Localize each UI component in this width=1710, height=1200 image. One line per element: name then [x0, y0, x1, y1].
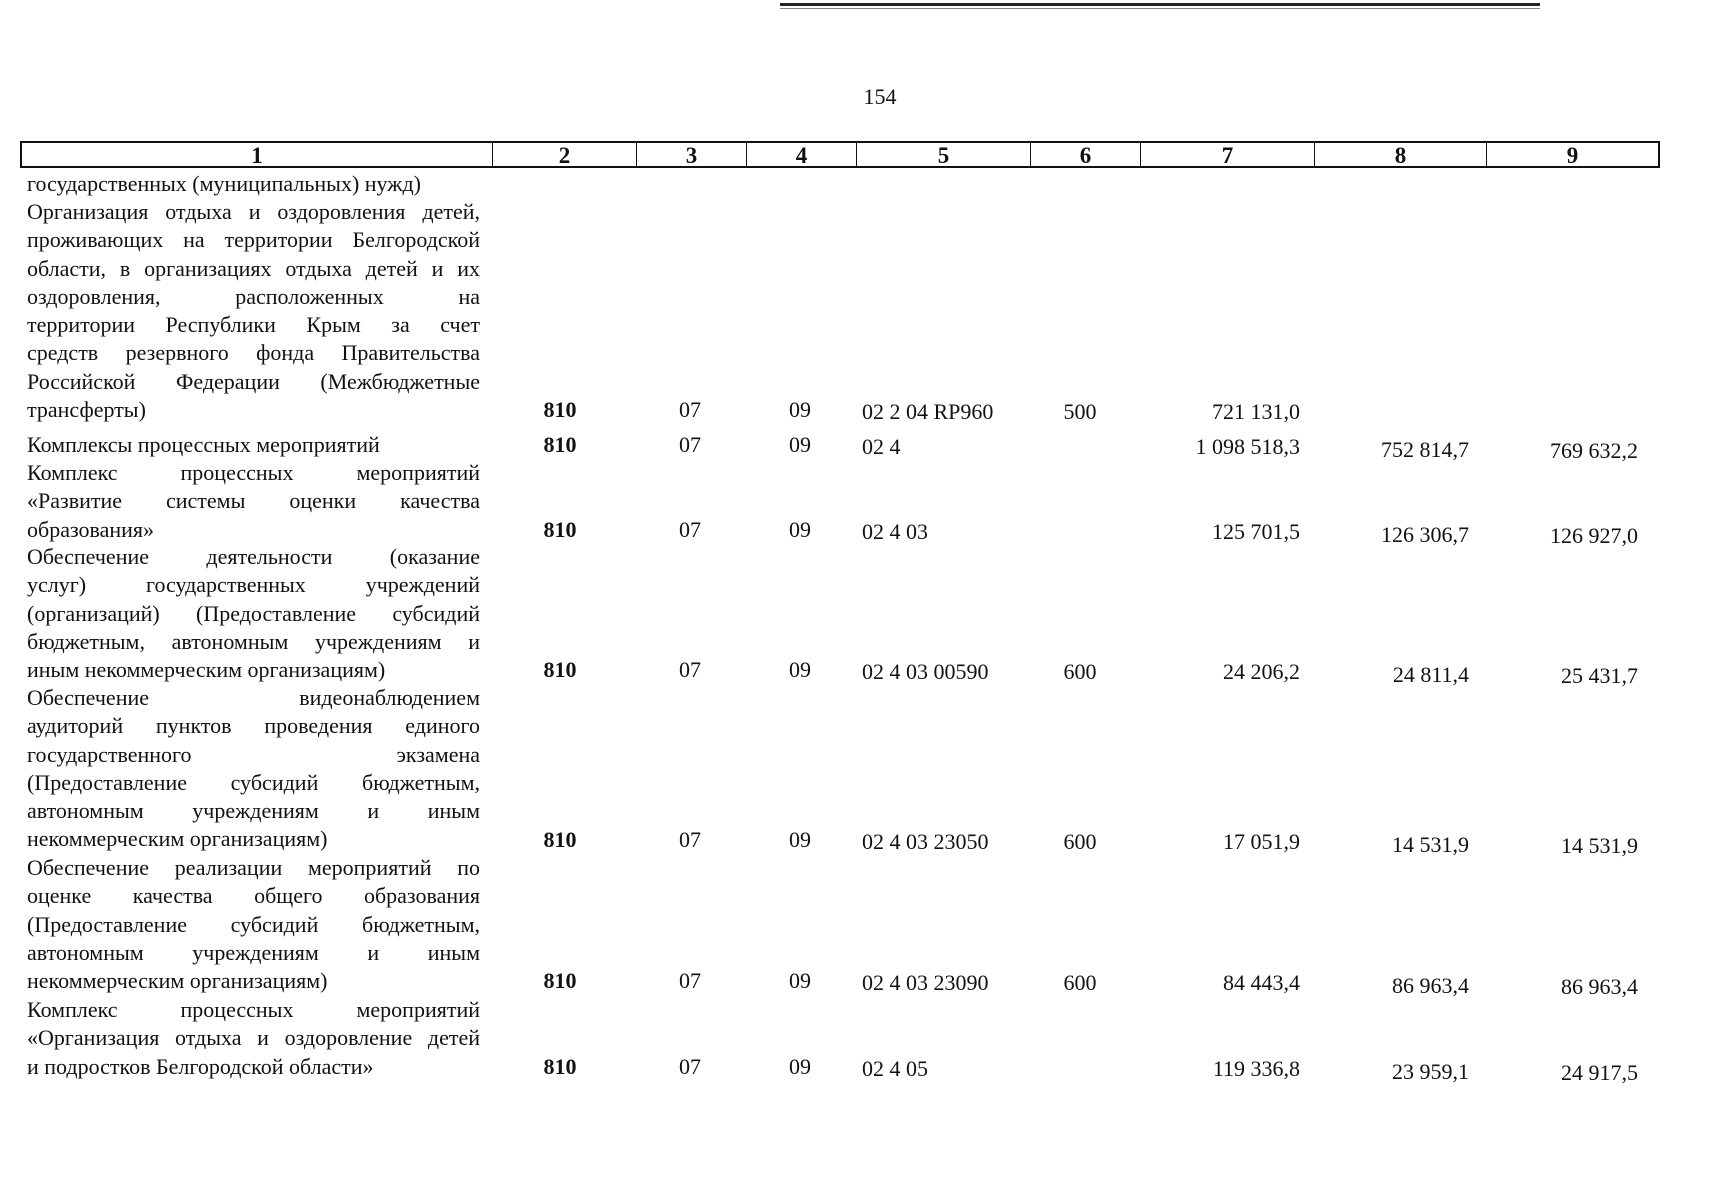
cell-code-3: 07	[679, 397, 701, 423]
description-line: Обеспечение реализации мероприятий по	[27, 855, 480, 880]
cell-amount-7: 119 336,8	[1212, 1055, 1300, 1081]
description-line: «Развитие системы оценки качества	[27, 488, 480, 514]
cell-amount-8: 126 306,7	[1381, 521, 1469, 547]
row-description	[27, 459, 480, 544]
description-line: Комплекс процессных мероприятий	[27, 460, 480, 485]
column-header-4: 4	[746, 143, 856, 166]
cell-amount-9: 14 531,9	[1561, 832, 1638, 858]
description-line: Комплекс процессных мероприятий	[27, 997, 480, 1022]
description-line: оценке качества общего образования	[27, 883, 480, 909]
cell-code-2: 810	[543, 657, 577, 683]
cell-code-3: 07	[679, 968, 701, 994]
page-number: 154	[863, 84, 897, 109]
description-line: аудиторий пунктов проведения единого	[27, 713, 480, 739]
description-line: «Организация отдыха и оздоровление детей	[27, 1025, 480, 1051]
cell-code-6: 600	[1063, 970, 1097, 996]
description-line: некоммерческим организациям)	[27, 968, 328, 994]
description-line: (организаций) (Предоставление субсидий	[27, 600, 480, 626]
cell-amount-8: 86 963,4	[1392, 973, 1469, 999]
cell-amount-7: 721 131,0	[1212, 399, 1300, 425]
cell-code-2: 810	[543, 397, 577, 423]
description-line: области, в организациях отдыха детей и их	[27, 255, 480, 281]
row-description	[27, 431, 480, 459]
cell-amount-8: 14 531,9	[1392, 831, 1469, 857]
cell-code-2: 810	[543, 516, 577, 542]
cell-code-3: 07	[679, 657, 701, 683]
cell-code-5: 02 4 03 23050	[862, 828, 989, 854]
description-line: (Предоставление субсидий бюджетным,	[27, 911, 480, 937]
description-line: иным некоммерческим организациям)	[27, 657, 386, 683]
column-header-3: 3	[636, 143, 746, 166]
cell-code-2: 810	[543, 826, 577, 852]
cell-amount-8: 24 811,4	[1392, 662, 1469, 688]
cell-amount-9: 86 963,4	[1561, 974, 1638, 1000]
cell-code-5: 02 2 04 RP960	[862, 399, 994, 425]
cell-code-6: 600	[1063, 828, 1097, 854]
cell-amount-7: 1 098 518,3	[1195, 434, 1300, 459]
cell-code-3: 07	[679, 826, 701, 852]
cell-code-4: 09	[789, 1053, 811, 1079]
cell-code-4: 09	[789, 657, 811, 683]
cell-code-6: 500	[1063, 399, 1097, 425]
description-line: Обеспечение деятельности (оказание	[27, 544, 480, 569]
row-description	[27, 854, 480, 995]
cell-code-3: 07	[679, 516, 701, 542]
description-line: бюджетным, автономным учреждениям и	[27, 628, 480, 654]
description-line: Обеспечение видеонаблюдением	[27, 685, 480, 710]
cell-code-4: 09	[789, 397, 811, 423]
description-line: Российской Федерации (Межбюджетные	[27, 368, 480, 394]
description-line: автономным учреждениям и иным	[27, 939, 480, 965]
column-header-7: 7	[1140, 143, 1314, 166]
cell-code-2: 810	[543, 432, 577, 457]
cell-amount-9: 24 917,5	[1561, 1059, 1638, 1085]
row-description	[27, 543, 480, 684]
description-line: Организация отдыха и оздоровления детей,	[27, 199, 480, 224]
description-line: образования»	[27, 516, 155, 542]
cell-code-4: 09	[789, 432, 811, 457]
cell-amount-7: 84 443,4	[1223, 970, 1300, 996]
top-rule-thin	[780, 8, 1540, 9]
cell-code-5: 02 4 03 23090	[862, 970, 989, 996]
cell-code-6: 600	[1063, 659, 1097, 685]
description-line: территории Республики Крым за счет	[27, 312, 480, 338]
cell-code-5: 02 4 03 00590	[862, 659, 989, 685]
table-header	[20, 141, 1660, 168]
description-line: проживающих на территории Белгородской	[27, 227, 480, 253]
column-header-8: 8	[1314, 143, 1486, 166]
description-line: средств резервного фонда Правительства	[27, 340, 480, 366]
row-description	[27, 996, 480, 1081]
cell-amount-9: 126 927,0	[1550, 522, 1638, 548]
column-header-5: 5	[856, 143, 1030, 166]
description-line: государственного экзамена	[27, 741, 480, 767]
description-line: (Предоставление субсидий бюджетным,	[27, 769, 480, 795]
cell-code-5: 02 4	[862, 434, 901, 459]
cell-amount-7: 17 051,9	[1223, 828, 1300, 854]
cell-amount-7: 24 206,2	[1223, 659, 1300, 685]
top-rule	[780, 3, 1540, 6]
cell-code-2: 810	[543, 968, 577, 994]
description-line: и подростков Белгородской области»	[27, 1053, 374, 1079]
cell-code-5: 02 4 05	[862, 1055, 928, 1081]
column-header-6: 6	[1030, 143, 1140, 166]
cell-amount-9: 769 632,2	[1550, 438, 1638, 463]
column-header-1: 1	[251, 143, 263, 168]
cell-code-4: 09	[789, 826, 811, 852]
row-description	[27, 198, 480, 424]
cell-amount-9: 25 431,7	[1561, 663, 1638, 689]
row-description	[27, 684, 480, 854]
description-line: некоммерческим организациям)	[27, 826, 328, 852]
description-line: трансферты)	[27, 397, 146, 423]
column-header-9: 9	[1486, 143, 1658, 166]
description-line: государственных (муниципальных) нужд)	[27, 171, 421, 196]
row-description	[27, 170, 480, 198]
description-line: Комплексы процессных мероприятий	[27, 432, 380, 457]
cell-code-5: 02 4 03	[862, 518, 928, 544]
cell-code-4: 09	[789, 968, 811, 994]
description-line: услуг) государственных учреждений	[27, 572, 480, 598]
cell-amount-8: 23 959,1	[1392, 1058, 1469, 1084]
cell-amount-7: 125 701,5	[1212, 518, 1300, 544]
cell-code-2: 810	[543, 1053, 577, 1079]
cell-code-3: 07	[679, 1053, 701, 1079]
cell-code-4: 09	[789, 516, 811, 542]
description-line: оздоровления, расположенных на	[27, 283, 480, 309]
column-header-2: 2	[492, 143, 636, 166]
description-line: автономным учреждениям и иным	[27, 798, 480, 824]
cell-code-3: 07	[679, 432, 701, 457]
cell-amount-8: 752 814,7	[1381, 437, 1469, 462]
